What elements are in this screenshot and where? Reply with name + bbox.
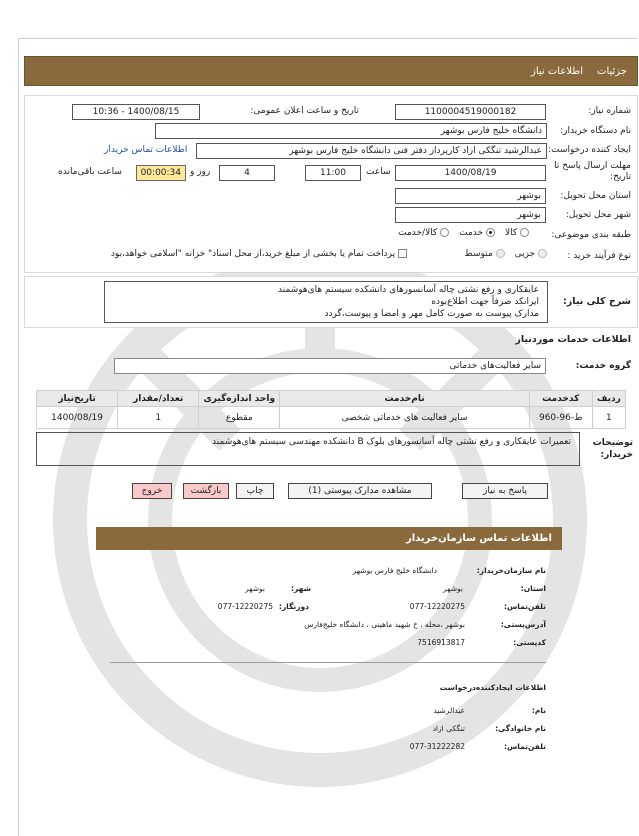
contact-province-label: استان: [520, 584, 546, 593]
col-row: ردیف [592, 391, 625, 407]
tab-details[interactable]: جزئیات [597, 65, 627, 77]
process-option-medium[interactable]: متوسط [464, 249, 504, 259]
cell-row: 1 [592, 407, 625, 429]
service-group-label: گروه خدمت: [575, 361, 631, 371]
need-number-label: شماره نیاز: [588, 106, 631, 116]
contact-address: بوشهر ،محله ، خ شهید ماهینی ، دانشگاه خلیج‌فارس [304, 620, 465, 629]
remaining-time-field: 00:00:34 [136, 165, 186, 181]
buyer-notes-box: تعمیرات عایقکاری و رفع نشتی چاله آسانسورهای بلوک B دانشکده مهندسی سیستم های‌هوشمند [36, 432, 580, 466]
contact-fax: 077-12220275 [217, 602, 273, 611]
province-label: استان محل تحویل: [560, 191, 631, 201]
buyer-notes-label: توضیحات خریدار: [592, 438, 633, 460]
header-bar [24, 56, 638, 86]
category-option-goods[interactable]: کالا [505, 228, 529, 238]
remaining-label: ساعت باقی‌مانده [58, 167, 122, 177]
deadline-date-field: 1400/08/19 [395, 165, 546, 181]
creator-family-label: نام خانوادگی: [495, 724, 546, 733]
buyer-contact-link[interactable]: اطلاعات تماس خریدار [104, 145, 188, 155]
buyer-org-field: دانشگاه خلیج فارس بوشهر [155, 123, 547, 139]
col-date: تاریخ‌نیاز [37, 391, 118, 407]
contact-postal: 7516913817 [417, 638, 465, 647]
announce-label: تاریخ و ساعت اعلان عمومی: [250, 106, 359, 116]
city-label: شهر محل تحویل: [565, 210, 631, 220]
creator-name-label: نام: [531, 706, 546, 715]
time-label: ساعت [366, 167, 391, 177]
contact-divider [110, 662, 546, 663]
table-header-row [37, 391, 626, 407]
summary-line: مدارک پیوست به صورت کامل مهر و امضا و پیوست،گردد [324, 309, 539, 319]
table-row [37, 407, 626, 429]
cell-date: 1400/08/19 [37, 407, 118, 429]
summary-line: عایقکاری و رفع نشتی چاله آسانسورهای دانشکده سیستم های‌هوشمند [278, 285, 539, 295]
col-qty: تعداد/مقدار [118, 391, 199, 407]
process-radio-group [464, 249, 547, 259]
exit-button[interactable]: خروج [132, 483, 172, 499]
contact-address-label: آدرس‌پستی: [500, 620, 546, 629]
summary-label: شرح کلی نیاز: [562, 296, 631, 307]
radio-disabled-icon [496, 249, 505, 258]
creator-name: عبدالرشید [433, 706, 465, 715]
creator-field: عبدالرشید تنگکی ازاد کارپرداز دفتر فنی دانشگاه خلیج فارس بوشهر [196, 143, 547, 159]
radio-icon [520, 228, 529, 237]
day-label: روز و [190, 167, 211, 177]
cell-qty: 1 [118, 407, 199, 429]
category-option-goods-service[interactable]: کالا/خدمت [398, 228, 449, 238]
summary-line: ایرانکد صرفاً جهت اطلاع‌بوده [431, 297, 539, 307]
need-info-panel [24, 95, 638, 273]
col-unit: واحد اندازه‌گیری [199, 391, 280, 407]
province-field: بوشهر [395, 188, 546, 204]
payment-note: پرداخت تمام یا بخشی از مبلغ خرید،از محل اسناد" خزانه "اسلامی خواهد،بود [111, 249, 407, 259]
back-button[interactable]: بازگشت [183, 483, 229, 499]
contact-city-label: شهر: [291, 584, 311, 593]
contact-postal-label: کدپستی: [513, 638, 546, 647]
radio-disabled-icon [538, 249, 547, 258]
category-radio-group [398, 228, 529, 238]
service-group-field: سایر فعالیت‌های خدماتی [114, 358, 546, 374]
cell-code: ط-96-960 [529, 407, 592, 429]
radio-icon [440, 228, 449, 237]
contact-province: بوشهر [443, 584, 463, 593]
need-number-field: 1100004519000182 [395, 104, 546, 120]
creator-section-title: اطلاعات ایجادکننده‌درخواست [439, 683, 546, 692]
checkbox-icon[interactable] [398, 249, 407, 258]
deadline-label: مهلت ارسال پاسخ تا تاریخ: [554, 161, 631, 182]
category-label: طبقه بندی موضوعی: [551, 230, 631, 240]
contact-buyer-name-label: نام سازمان‌خریدار: [476, 566, 546, 575]
contact-buyer-name: دانشگاه خلیج فارس بوشهر [352, 566, 437, 575]
contact-city: بوشهر [245, 584, 265, 593]
radio-selected-icon [486, 228, 495, 237]
services-section-title: اطلاعات خدمات موردنیاز [515, 334, 631, 345]
creator-phone: 077-31222282 [409, 742, 465, 751]
cell-unit: مقطوع [199, 407, 280, 429]
creator-label: ایجاد کننده درخواست: [548, 145, 631, 155]
creator-family: تنگکی ازاد [432, 724, 465, 733]
deadline-time-field: 11:00 [305, 165, 361, 181]
process-option-minor[interactable]: جزیی [515, 249, 547, 259]
contact-phone-label: تلفن‌تماس: [503, 602, 546, 611]
contact-title-bar: اطلاعات تماس سازمان‌خریدار [96, 527, 562, 550]
tab-need-info[interactable]: اطلاعات نیاز [531, 65, 584, 77]
creator-phone-label: تلفن‌تماس: [503, 742, 546, 751]
attachments-button[interactable]: مشاهده مدارک پیوستی (1) [288, 483, 432, 499]
col-code: کدخدمت [529, 391, 592, 407]
print-button[interactable]: چاپ [236, 483, 274, 499]
days-field: 4 [219, 165, 275, 181]
reply-button[interactable]: پاسخ به نیاز [462, 483, 548, 499]
buyer-org-label: نام دستگاه خریدار: [560, 126, 631, 136]
process-label: نوع فرآیند خرید : [567, 251, 631, 261]
city-field: بوشهر [395, 207, 546, 223]
summary-box [104, 281, 548, 323]
cell-name: سایر فعالیت های خدماتی شخصی [280, 407, 529, 429]
category-option-service[interactable]: خدمت [459, 228, 495, 238]
contact-fax-label: دورنگار: [278, 602, 309, 611]
col-name: نام‌خدمت [280, 391, 529, 407]
services-table [36, 390, 626, 429]
announce-field: 1400/08/15 - 10:36 [72, 104, 200, 120]
contact-phone: 077-12220275 [409, 602, 465, 611]
